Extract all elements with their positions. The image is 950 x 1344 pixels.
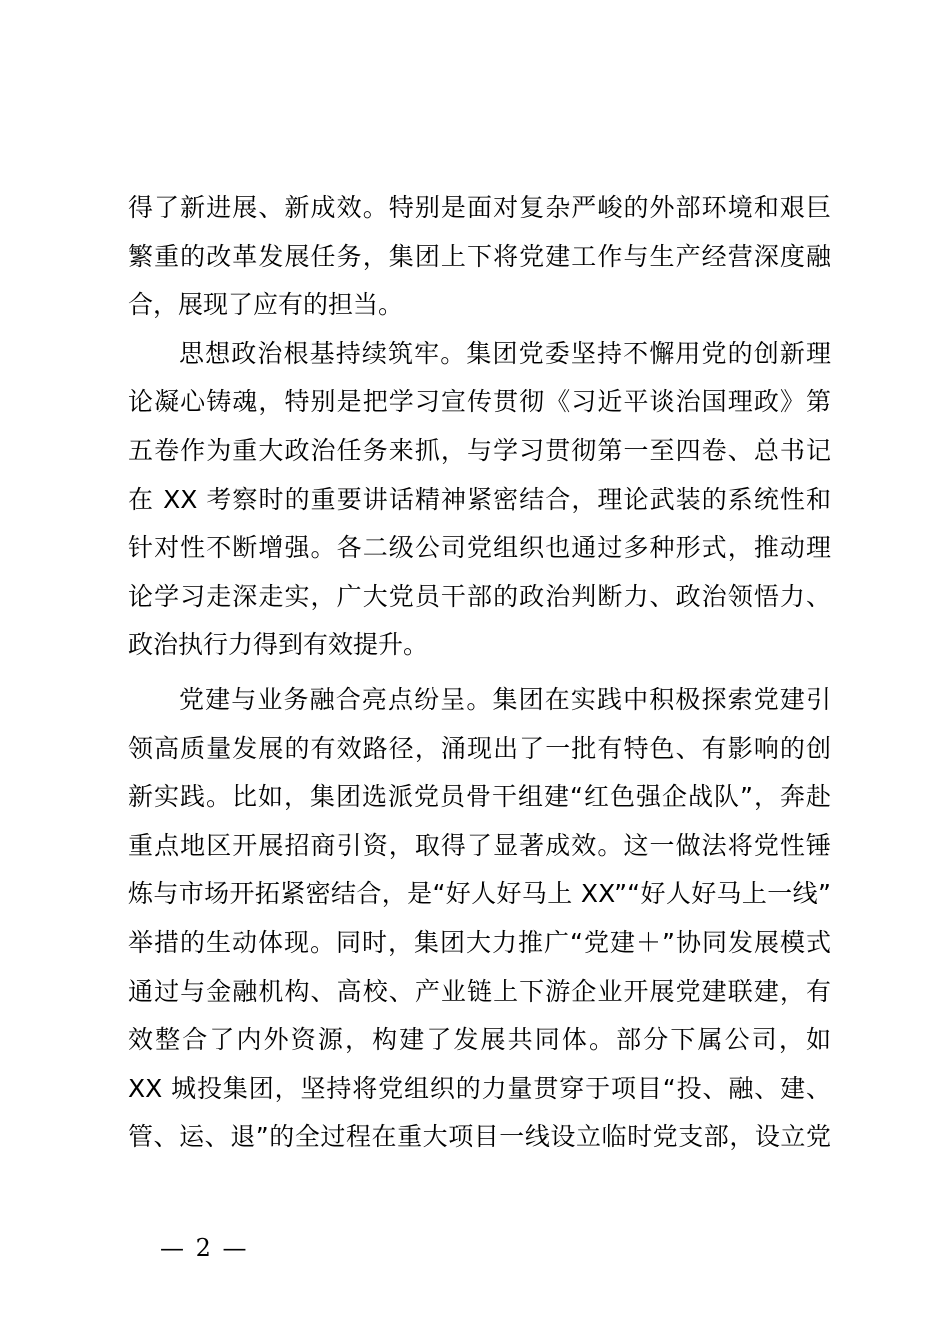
- text-line: 党建与业务融合亮点纷呈。集团在实践中积极探索党建引: [179, 684, 831, 714]
- text-line: 合，展现了应有的担当。: [128, 290, 404, 320]
- paragraph-2: [128, 330, 831, 670]
- paragraph-1: [128, 184, 831, 330]
- paragraph-3: [128, 676, 831, 1162]
- text-line: 领高质量发展的有效路径，涌现出了一批有特色、有影响的创: [128, 733, 831, 763]
- document-body: [128, 184, 831, 1162]
- text-line: 五卷作为重大政治任务来抓，与学习贯彻第一至四卷、总书记: [128, 435, 831, 465]
- text-line: 炼与市场开拓紧密结合，是“好人好马上 XX”“好人好马上一线”: [128, 879, 831, 909]
- text-line: 针对性不断增强。各二级公司党组织也通过多种形式，推动理: [128, 533, 831, 563]
- text-line: 繁重的改革发展任务，集团上下将党建工作与生产经营深度融: [128, 241, 831, 271]
- text-line: 论凝心铸魂，特别是把学习宣传贯彻《习近平谈治国理政》第: [128, 387, 831, 417]
- text-line: 论学习走深走实，广大党员干部的政治判断力、政治领悟力、: [128, 581, 831, 611]
- text-line: 在 XX 考察时的重要讲话精神紧密结合，理论武装的系统性和: [128, 484, 831, 514]
- text-line: 新实践。比如，集团选派党员骨干组建“红色强企战队”，奔赴: [128, 782, 831, 812]
- text-line: 效整合了内外资源，构建了发展共同体。部分下属公司，如: [128, 1025, 831, 1055]
- page-number: — 2 —: [160, 1234, 249, 1262]
- text-line: XX 城投集团，坚持将党组织的力量贯穿于项目“投、融、建、: [128, 1073, 831, 1103]
- text-line: 得了新进展、新成效。特别是面对复杂严峻的外部环境和艰巨: [128, 193, 831, 222]
- text-line: 政治执行力得到有效提升。: [128, 630, 429, 660]
- text-line: 举措的生动体现。同时，集团大力推广“党建＋”协同发展模式: [128, 927, 831, 957]
- text-line: 思想政治根基持续筑牢。集团党委坚持不懈用党的创新理: [179, 338, 831, 368]
- text-line: 管、运、退”的全过程在重大项目一线设立临时党支部，设立党: [128, 1122, 831, 1152]
- text-line: 重点地区开展招商引资，取得了显著成效。这一做法将党性锤: [128, 830, 831, 860]
- text-line: 通过与金融机构、高校、产业链上下游企业开展党建联建，有: [128, 976, 831, 1006]
